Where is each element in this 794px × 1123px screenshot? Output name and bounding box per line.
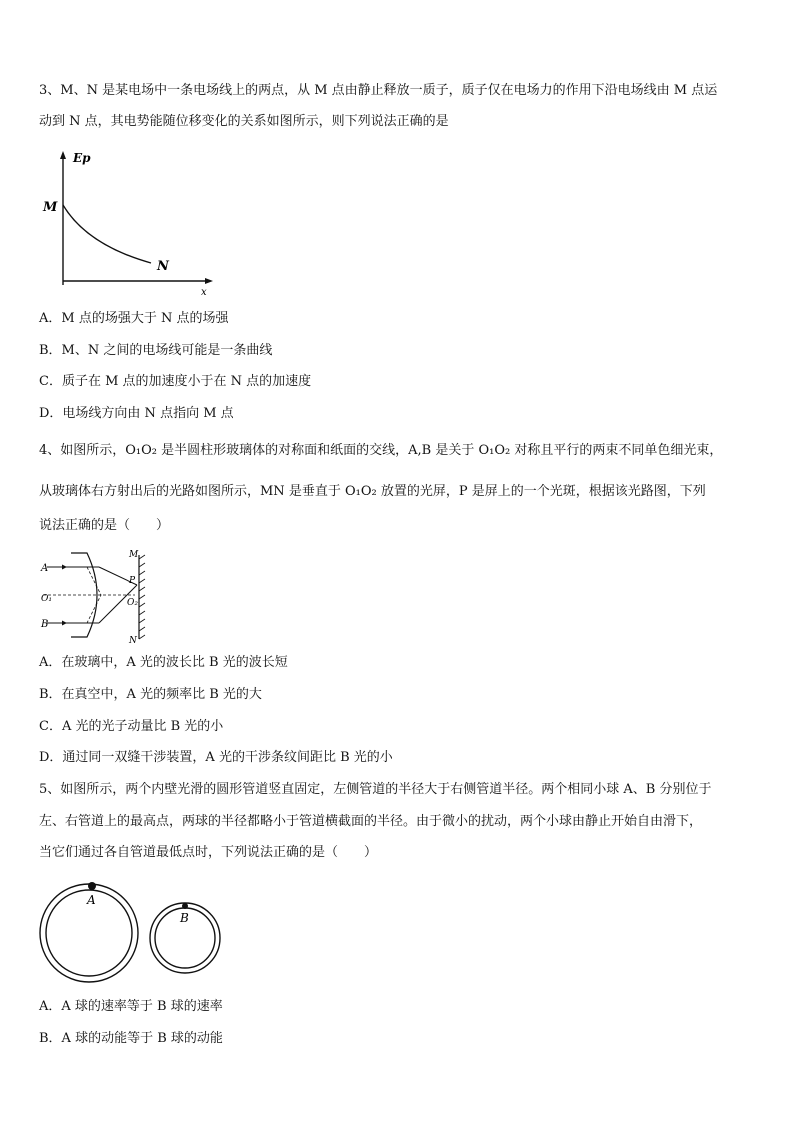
q3-option-a[interactable]: A．M 点的场强大于 N 点的场强 — [39, 311, 229, 326]
q4-label-o2: O₂ — [127, 598, 138, 608]
q4-text-line3: 说法正确的是（ ） — [39, 518, 170, 533]
q4-option-d[interactable]: D．通过同一双缝干涉装置，A 光的干涉条纹间距比 B 光的小 — [39, 750, 393, 765]
q4-label-a: A — [41, 563, 49, 574]
q4-text-line1: 4、如图所示，O₁O₂ 是半圆柱形玻璃体的对称面和纸面的交线，A,B 是关于 O₁O₂ 对称且平行的两束不同单色细光束， — [39, 443, 723, 458]
q3-y-axis-label: Ep — [73, 151, 91, 165]
q4-option-b[interactable]: B．在真空中，A 光的频率比 B 光的大 — [39, 687, 262, 702]
q5-circular-tubes-diagram — [39, 875, 229, 990]
q5-option-b[interactable]: B．A 球的动能等于 B 球的动能 — [39, 1031, 223, 1046]
q3-potential-energy-graph — [39, 145, 219, 300]
q3-label-n: N — [157, 259, 169, 274]
q5-ball-b — [182, 903, 188, 909]
q3-option-c[interactable]: C．质子在 M 点的加速度小于在 N 点的加速度 — [39, 374, 312, 389]
q3-text-line1: 3、M、N 是某电场中一条电场线上的两点，从 M 点由静止释放一质子，质子仅在电场力的作用下沿电场线由 M 点运 — [39, 83, 718, 98]
q5-label-b: B — [180, 911, 189, 925]
q4-label-o1: O₁ — [41, 594, 52, 604]
q3-option-b[interactable]: B．M、N 之间的电场线可能是一条曲线 — [39, 343, 273, 358]
q5-text-line3: 当它们通过各自管道最低点时，下列说法正确的是（ ） — [39, 845, 378, 860]
q4-option-c[interactable]: C．A 光的光子动量比 B 光的小 — [39, 719, 224, 734]
q3-text-line2: 动到 N 点，其电势能随位移变化的关系如图所示，则下列说法正确的是 — [39, 114, 449, 129]
q5-label-a: A — [87, 893, 96, 907]
q4-label-n: N — [129, 636, 137, 645]
q4-option-a[interactable]: A．在玻璃中，A 光的波长比 B 光的波长短 — [39, 655, 288, 670]
q4-light-path-diagram — [39, 545, 159, 645]
q5-option-a[interactable]: A．A 球的速率等于 B 球的速率 — [39, 999, 223, 1014]
q4-label-p: P — [129, 576, 136, 586]
q4-text-line2: 从玻璃体右方射出后的光路如图所示，MN 是垂直于 O₁O₂ 放置的光屏，P 是屏上的一个光斑，根据该光路图，下列 — [39, 484, 706, 499]
q5-text-line1: 5、如图所示，两个内壁光滑的圆形管道竖直固定，左侧管道的半径大于右侧管道半径。两个相同小球 A、B 分别位于 — [39, 782, 712, 797]
q3-label-m: M — [43, 200, 58, 215]
q3-x-axis-label: x — [201, 287, 207, 298]
q4-label-m: M — [129, 550, 139, 560]
q4-label-b: B — [41, 619, 49, 630]
q3-option-d[interactable]: D．电场线方向由 N 点指向 M 点 — [39, 406, 234, 421]
q5-ball-a — [88, 882, 96, 890]
q5-text-line2: 左、右管道上的最高点，两球的半径都略小于管道横截面的半径。由于微小的扰动，两个小球由静止开始自由滑下， — [39, 814, 703, 829]
